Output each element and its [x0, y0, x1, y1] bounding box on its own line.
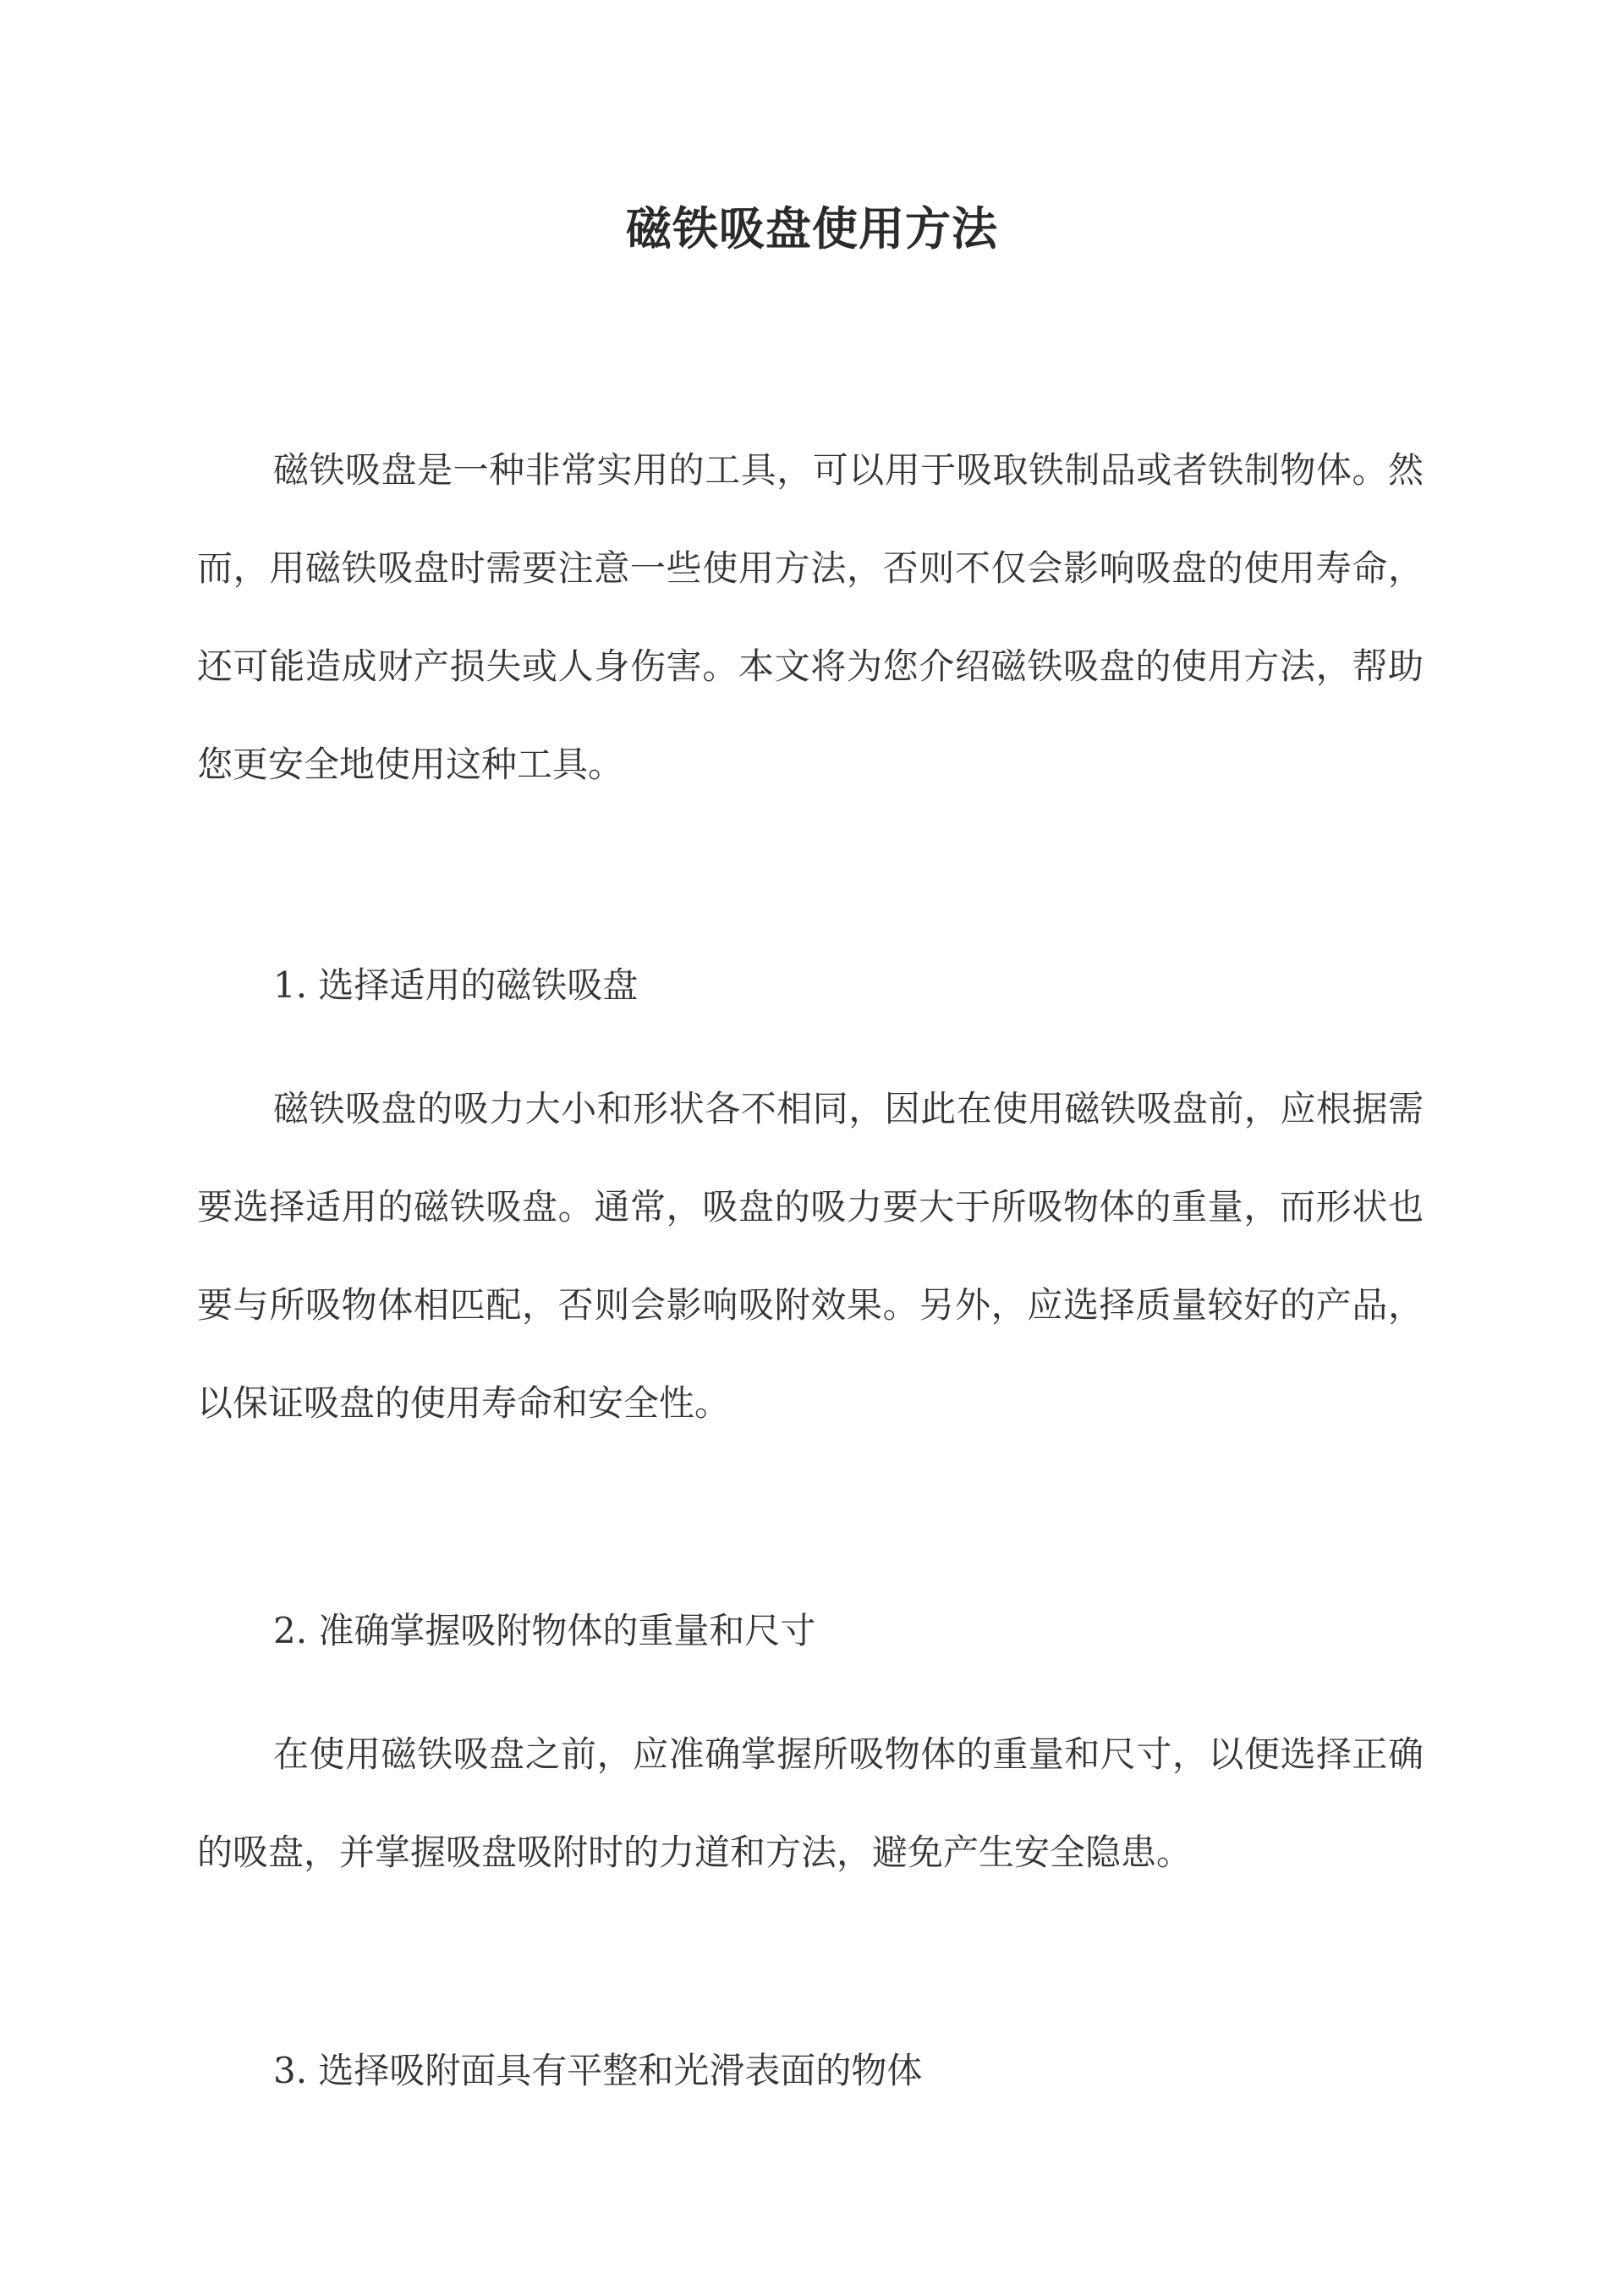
intro-paragraph: 磁铁吸盘是一种非常实用的工具，可以用于吸取铁制品或者铁制物体。然而，用磁铁吸盘时需要注意一些使用方法，否则不仅会影响吸盘的使用寿命，还可能造成财产损失或人身伤害。本文将为您介绍磁铁吸盘的使用方法，帮助您更安全地使用这种工具。: [197, 449, 1424, 785]
section-heading-3: 3. 选择吸附面具有平整和光滑表面的物体: [273, 2050, 923, 2091]
section-heading-1: 1. 选择适用的磁铁吸盘: [273, 964, 639, 1006]
document-title: 磁铁吸盘使用方法: [626, 201, 998, 255]
section-heading-2: 2. 准确掌握吸附物体的重量和尺寸: [273, 1610, 816, 1651]
section-paragraph-1: 磁铁吸盘的吸力大小和形状各不相同，因此在使用磁铁吸盘前，应根据需要选择适用的磁铁吸盘。通常，吸盘的吸力要大于所吸物体的重量，而形状也要与所吸物体相匹配，否则会影响吸附效果。另外，应选择质量较好的产品，以保证吸盘的使用寿命和安全性。: [197, 1088, 1424, 1424]
section-paragraph-2: 在使用磁铁吸盘之前，应准确掌握所吸物体的重量和尺寸，以便选择正确的吸盘，并掌握吸盘吸附时的力道和方法，避免产生安全隐患。: [197, 1733, 1424, 1873]
